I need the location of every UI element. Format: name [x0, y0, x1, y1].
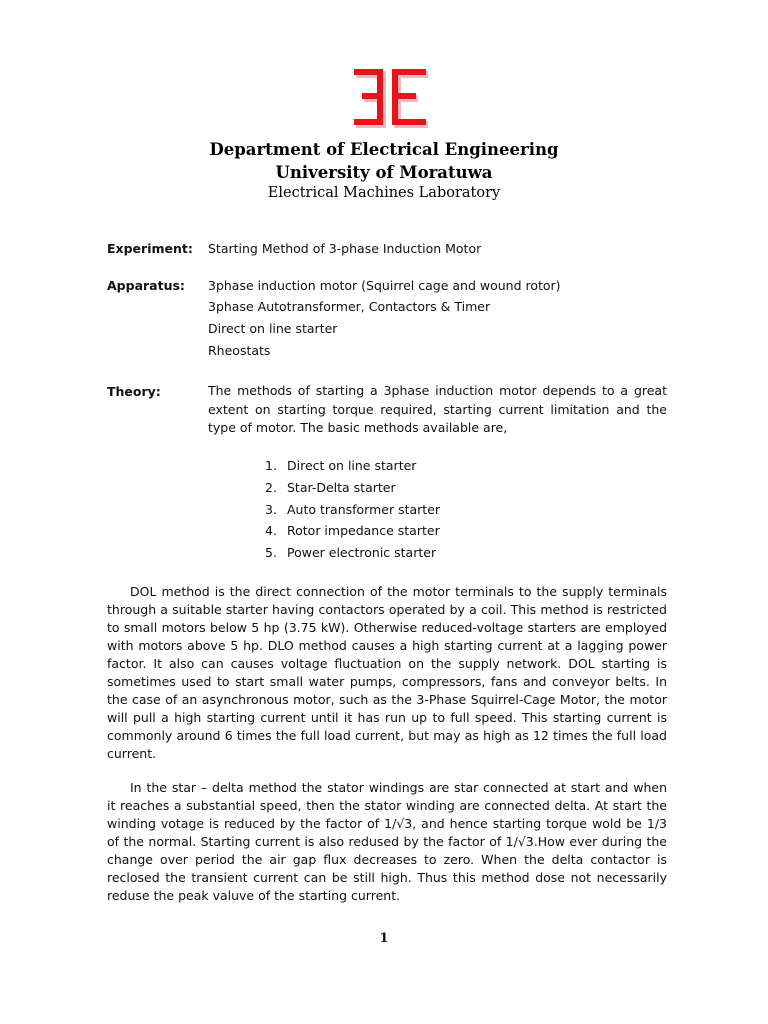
paragraph-line: it reaches a substantial speed, then the stator winding are connected delta. At start the — [107, 798, 667, 813]
department-title: Department of Electrical Engineering — [209, 140, 559, 159]
theory-intro — [208, 382, 667, 438]
paragraph-line: with motors above 5 hp. DLO method causes a high starting current at a lagging power — [107, 638, 667, 653]
list-item: 2. Star-Delta starter — [265, 479, 396, 495]
paragraph-line: the case of an asynchronous motor, such as the 3-Phase Squirrel-Cage Motor, the motor — [107, 692, 667, 707]
apparatus-item: 3phase induction motor (Squirrel cage and wound rotor) — [208, 278, 561, 293]
paragraph-line: DOL method is the direct connection of the motor terminals to the supply terminals — [130, 584, 667, 599]
university-title: University of Moratuwa — [275, 163, 493, 182]
paragraph-line: to small motors below 5 hp (3.75 kW). Otherwise reduced-voltage starters are employed — [107, 620, 667, 635]
theory-line: extent on starting torque required, starting current limitation and the — [208, 401, 667, 417]
paragraph-line: will pull a high starting current until it has run up to full speed. This starting current is — [107, 710, 667, 725]
list-item: 1. Direct on line starter — [265, 458, 417, 473]
apparatus-item: 3phase Autotransformer, Contactors & Timer — [208, 299, 491, 314]
paragraph-line: winding votage is reduced by the factor of 1/√3, and hence starting torque wold be 1/3 — [107, 816, 667, 831]
paragraph-line: reclosed the transient current can be still high. Thus this method dose not necessarily — [107, 870, 667, 885]
theory-line: type of motor. The basic methods available are, — [208, 420, 508, 435]
list-item: 4. Rotor impedance starter — [265, 523, 440, 539]
apparatus-item: Direct on line starter — [208, 321, 338, 336]
paragraph-line: current. — [107, 746, 157, 761]
page-number: 1 — [379, 931, 389, 946]
theory-label: Theory: — [107, 384, 161, 399]
paragraph-line: factor. It also can causes voltage fluctuation on the supply network. DOL starting is — [107, 656, 667, 671]
ee-logo-icon — [352, 68, 432, 130]
paragraph-line: change over period the air gap flux decreases to zero. When the delta contactor is — [107, 852, 667, 867]
paragraph-line: commonly around 6 times the full load current, but may as high as 12 times the full load — [107, 728, 667, 743]
paragraph-line: through a suitable starter having contactors operated by a coil. This method is restricted — [107, 602, 667, 617]
paragraph-line: In the star – delta method the stator windings are star connected at start and when — [130, 780, 667, 795]
paragraph-line: of the normal. Starting current is also redused by the factor of 1/√3.How ever during the — [107, 834, 667, 849]
lab-title: Electrical Machines Laboratory — [267, 185, 501, 201]
experiment-label: Experiment: — [107, 241, 193, 256]
starting-methods-list — [265, 455, 440, 564]
list-item: 5. Power electronic starter — [265, 545, 437, 561]
star-delta-paragraph — [107, 779, 667, 905]
dol-paragraph — [107, 583, 667, 763]
experiment-value: Starting Method of 3-phase Induction Motor — [208, 241, 482, 256]
paragraph-line: reduse the peak valuve of the starting current. — [107, 888, 401, 903]
apparatus-item: Rheostats — [208, 343, 271, 358]
apparatus-label: Apparatus: — [107, 278, 185, 293]
paragraph-line: sometimes used to start small water pumps, compressors, fans and conveyor belts. In — [107, 674, 667, 689]
theory-line: The methods of starting a 3phase induction motor depends to a great — [208, 383, 667, 398]
list-item: 3. Auto transformer starter — [265, 501, 441, 517]
